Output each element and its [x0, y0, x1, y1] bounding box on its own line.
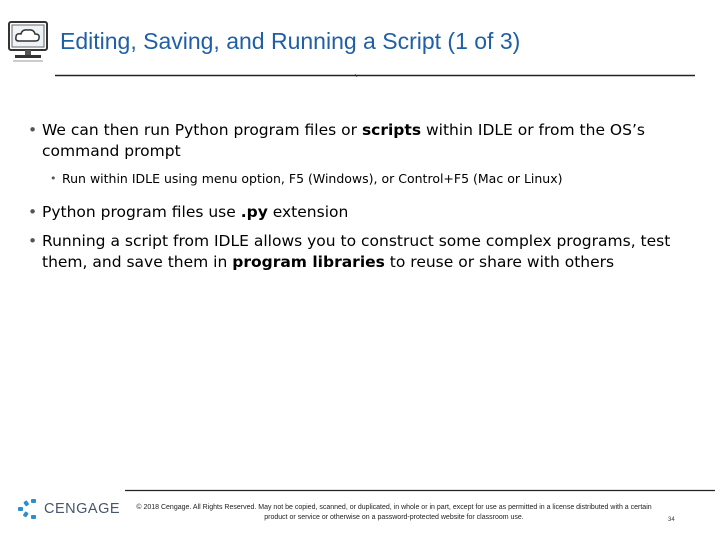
- sub-bullet-item: [28, 170, 698, 188]
- bullet-text: Running a script from IDLE allows you to construct some complex programs, test them, and save them in: [42, 232, 671, 271]
- bold-term: program libraries: [232, 253, 385, 271]
- bullet-item: [28, 202, 698, 223]
- bullet-text: within IDLE or from the OS’s command prompt: [42, 121, 645, 160]
- bullet-text: extension: [267, 203, 349, 221]
- page-number: 34: [668, 517, 675, 523]
- copyright-notice: © 2018 Cengage. All Rights Reserved. May not be copied, scanned, or duplicated, in whole or in part, except for use as permitted in a license distributed with a certain product or service or otherwise on a password-protected website for classroom use.: [136, 504, 652, 521]
- cloud-computer-icon: [7, 19, 49, 65]
- bold-term: .py: [240, 203, 268, 221]
- bullet-marker: •: [28, 203, 38, 221]
- bullet-text: Run within IDLE using menu option, F5 (Windows), or Control+F5 (Mac or Linux): [62, 171, 563, 186]
- bullet-item: [28, 231, 698, 273]
- slide-body: [28, 120, 698, 281]
- bullet-marker: •: [50, 172, 57, 185]
- title-divider: [55, 74, 695, 77]
- bold-term: scripts: [361, 121, 422, 139]
- cengage-brand: CENGAGE: [44, 501, 121, 517]
- bullet-text: We can then run Python program files or: [42, 121, 362, 139]
- bullet-marker: •: [28, 232, 38, 250]
- footer-divider: [125, 489, 715, 492]
- bullet-text: Python program files use: [42, 203, 241, 221]
- cengage-logo-icon: [16, 496, 42, 522]
- slide-title: Editing, Saving, and Running a Script (1 of 3): [60, 28, 521, 54]
- bullet-marker: •: [28, 121, 38, 139]
- bullet-text: to reuse or share with others: [384, 253, 615, 271]
- bullet-item: [28, 120, 698, 162]
